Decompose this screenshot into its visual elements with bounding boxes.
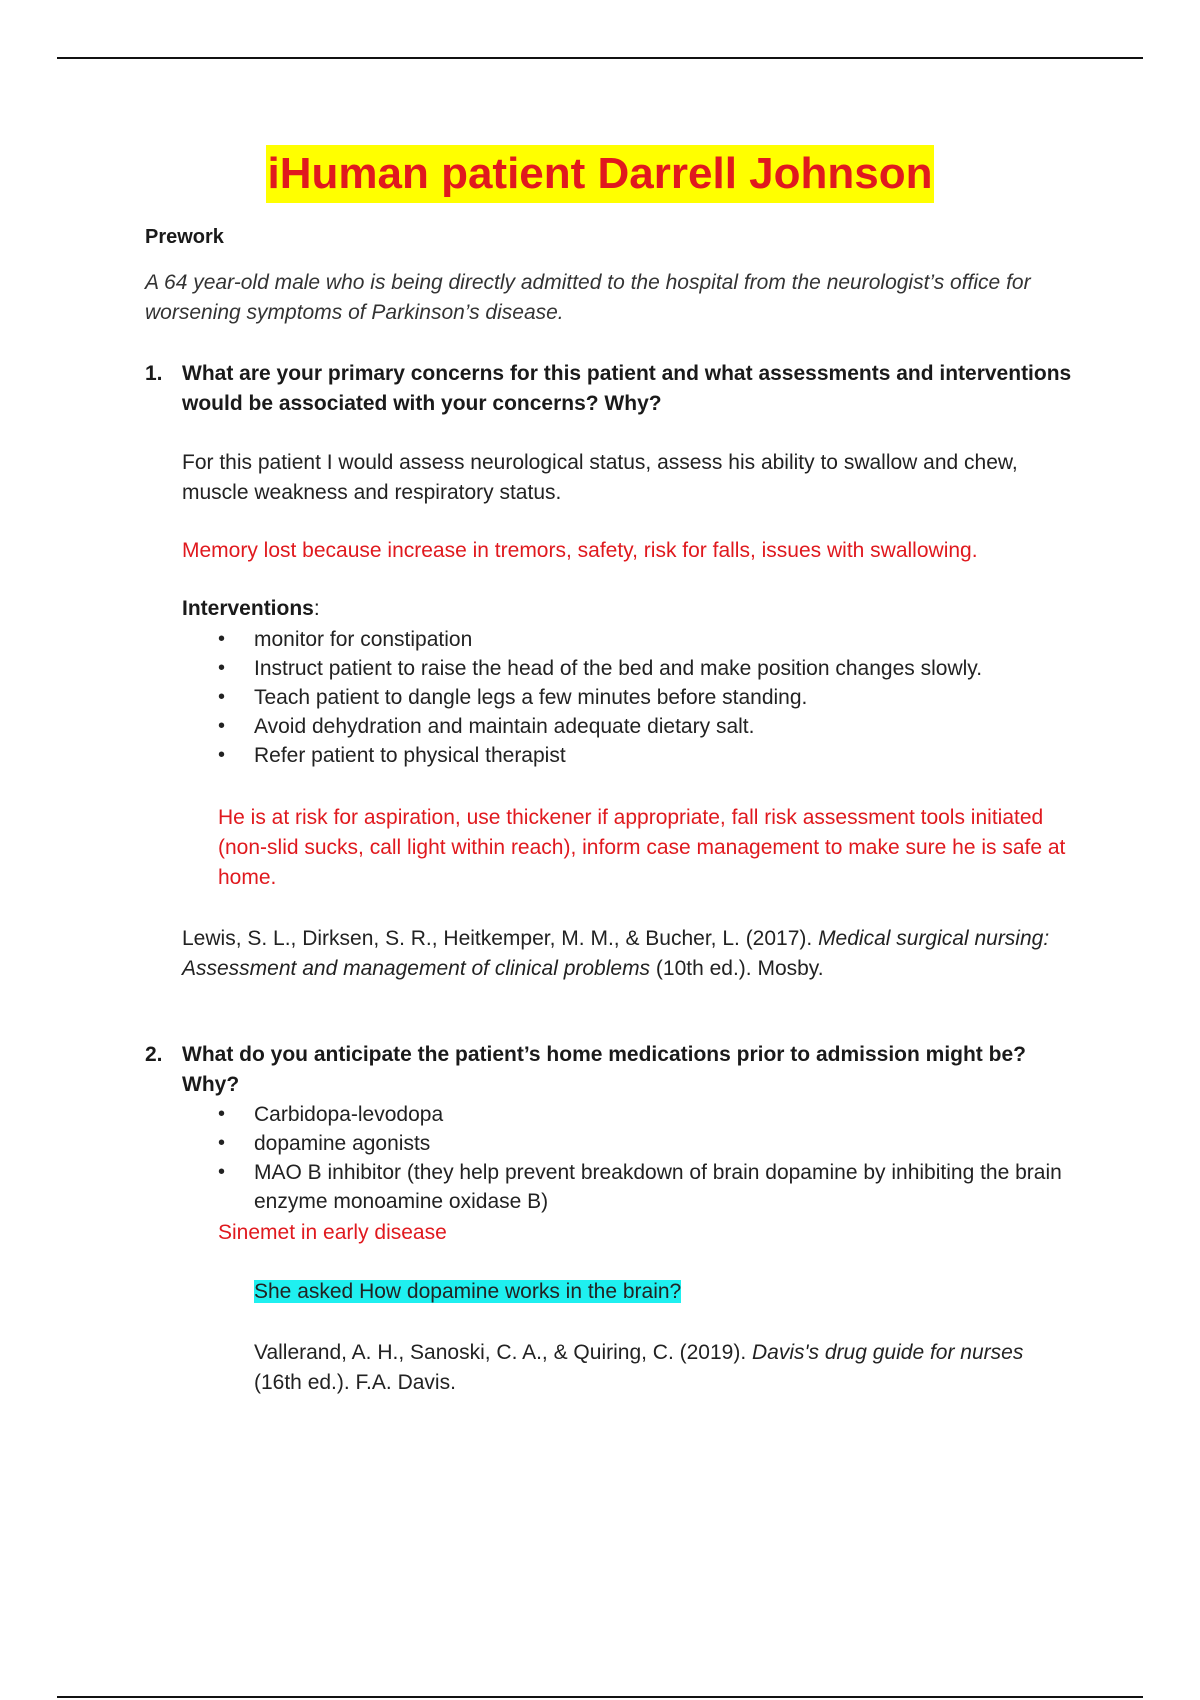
- document-title: iHuman patient Darrell Johnson: [266, 145, 935, 203]
- q2-red-note: Sinemet in early disease: [218, 1221, 447, 1244]
- q2-question: What do you anticipate the patient’s home medications prior to admission might be? Why?: [182, 1043, 1026, 1096]
- q1-answer: For this patient I would assess neurological status, assess his ability to swallow and chew, muscle weakness and respiratory status.: [182, 451, 1018, 504]
- list-item: [182, 1129, 1082, 1158]
- q2-number: 2.: [145, 1043, 163, 1066]
- list-item: [182, 741, 1082, 770]
- q2-reference-title: Davis's drug guide for nurses: [752, 1341, 1024, 1364]
- bullet-icon: •: [218, 715, 226, 737]
- asked-highlight: She asked How dopamine works in the brain?: [254, 1280, 682, 1303]
- q1-reference: [182, 924, 1082, 984]
- q1-number: 1.: [145, 362, 163, 385]
- q1-reference-authors: Lewis, S. L., Dirksen, S. R., Heitkemper, M. M., & Bucher, L. (2017).: [182, 927, 819, 950]
- q1-answer-red: Memory lost because increase in tremors, safety, risk for falls, issues with swallowing.: [182, 539, 978, 562]
- q2-reference-authors: Vallerand, A. H., Sanoski, C. A., & Quiring, C. (2019).: [254, 1341, 753, 1364]
- interventions-list: [182, 625, 1082, 770]
- list-item: [182, 1158, 1082, 1216]
- bullet-icon: •: [218, 657, 226, 679]
- q1-question: What are your primary concerns for this patient and what assessments and interventions would be associated with your concerns? Why?: [182, 362, 1072, 415]
- medications-list: [182, 1100, 1082, 1216]
- bullet-icon: •: [218, 744, 226, 766]
- list-item: [182, 1100, 1082, 1129]
- q2-reference-tail: (16th ed.). F.A. Davis.: [254, 1371, 456, 1394]
- list-item: [182, 654, 1082, 683]
- bullet-icon: •: [218, 686, 226, 708]
- bottom-rule: [57, 1696, 1143, 1698]
- interventions-red-note: He is at risk for aspiration, use thickener if appropriate, fall risk assessment tools initiated (non-slid sucks, call light within reach), inform case management to make sure he is safe at home.: [218, 806, 1066, 889]
- q2-reference: [254, 1338, 1034, 1398]
- q1-reference-tail: (10th ed.). Mosby.: [650, 957, 824, 980]
- bullet-icon: •: [218, 1161, 226, 1183]
- intervention-text: Instruct patient to raise the head of the bed and make position changes slowly.: [254, 657, 983, 680]
- medication-text: MAO B inhibitor (they help prevent breakdown of brain dopamine by inhibiting the brain enzyme monoamine oxidase B): [254, 1161, 1062, 1213]
- medication-text: Carbidopa-levodopa: [254, 1103, 444, 1126]
- top-rule: [57, 57, 1143, 59]
- intervention-text: Avoid dehydration and maintain adequate dietary salt.: [254, 715, 755, 738]
- list-item: [182, 712, 1082, 741]
- prework-heading: Prework: [145, 226, 224, 248]
- intervention-text: Teach patient to dangle legs a few minutes before standing.: [254, 686, 808, 709]
- bullet-icon: •: [218, 1103, 226, 1125]
- interventions-colon: :: [313, 597, 320, 620]
- bullet-icon: •: [218, 628, 226, 650]
- intervention-text: monitor for constipation: [254, 628, 473, 651]
- bullet-icon: •: [218, 1132, 226, 1154]
- title-wrap: [0, 145, 1200, 203]
- intervention-text: Refer patient to physical therapist: [254, 744, 566, 767]
- intro-paragraph: A 64 year-old male who is being directly admitted to the hospital from the neurologist’s office for worsening symptoms of Parkinson’s disease.: [145, 271, 1031, 324]
- interventions-heading: [182, 594, 320, 624]
- q1-reference-title: Medical surgical nursing: Assessment and management of clinical problems: [182, 927, 1050, 980]
- medication-text: dopamine agonists: [254, 1132, 431, 1155]
- interventions-label: Interventions: [182, 597, 314, 620]
- list-item: [182, 683, 1082, 712]
- list-item: [182, 625, 1082, 654]
- asked-question: [254, 1278, 681, 1306]
